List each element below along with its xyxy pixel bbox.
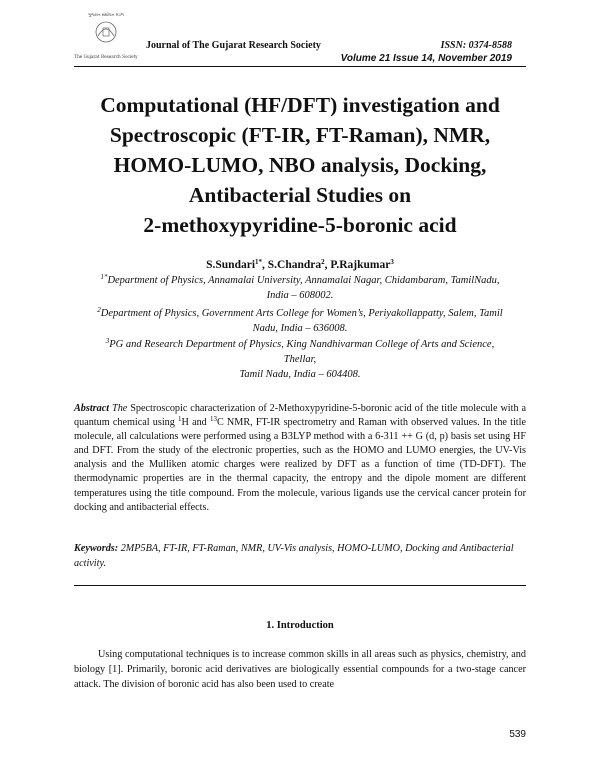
isotope-sup: 1 — [178, 415, 182, 424]
keywords — [74, 542, 526, 571]
society-logo — [74, 8, 138, 66]
title-line: Antibacterial Studies on — [188, 183, 412, 207]
affiliation-text: Department of Physics, Government Arts College for Women’s, Periyakollappatty, Salem, Tamil — [100, 308, 503, 319]
title-line: Spectroscopic (FT-IR, FT-Raman), NMR, — [109, 123, 491, 147]
affiliation-text: Thellar, — [283, 354, 317, 365]
abstract-text: C NMR, FT-IR spectrometry and Raman with observed values. In the title molecule, all calculations were performed using a B3LYP method with a 6-311 ++ G (d, p) basis set using HF and DFT. From the study of the electronic properties, such as the HOMO and LUMO energies, the UV-Vis analysis and the Mulliken atomic charges were realized by DFT as a function of time (TD-DFT). The thermodynamic properties are in the thermal capacity, the entropy and the dipole moment are different temperatures using the title compound. From the molecule, various ligands use the cervical cancer protein for docking and antibacterial effects. — [74, 417, 526, 513]
section-body: Using computational techniques is to increase common skills in all areas such as physics, chemistry, and biology [1]. Primarily, boronic acid derivatives are biologically essential compounds for a two-stage cancer attack. The division of boronic acid has also been used to create — [74, 649, 526, 690]
issn: ISSN: 0374-8588 — [440, 40, 512, 51]
affiliation-text: India – 608002. — [266, 290, 334, 301]
isotope-sup: 13 — [209, 415, 217, 424]
affiliation-sup: 1* — [100, 273, 108, 281]
volume-issue: Volume 21 Issue 14, November 2019 — [340, 53, 512, 64]
affiliation — [74, 337, 526, 382]
abstract — [74, 402, 526, 515]
abstract-label: Abstract — [74, 403, 110, 414]
affiliation-sup: 2 — [97, 306, 101, 314]
affiliation-sup: 3 — [105, 337, 110, 345]
author-name: P.Rajkumar — [330, 259, 391, 271]
journal-name: Journal of The Gujarat Research Society — [146, 40, 321, 51]
section-rule — [74, 585, 526, 586]
author-sup: 1* — [255, 258, 263, 266]
svg-text:ગુજરાત સંશોધન મંડળ: ગુજરાત સંશોધન મંડળ — [88, 12, 124, 17]
abstract-text: H and — [181, 417, 210, 429]
affiliation-text: PG and Research Department of Physics, King Nandhivarman College of Arts and Science, — [109, 339, 495, 350]
keywords-text: 2MP5BA, FT-IR, FT-Raman, NMR, UV-Vis analysis, HOMO-LUMO, Docking and Antibacterial activity. — [74, 543, 514, 569]
section-heading: 1. Introduction — [266, 620, 334, 631]
author-name: S.Sundari — [206, 259, 256, 271]
title-line: 2-methoxypyridine-5-boronic acid — [143, 213, 457, 237]
author-sup: 3 — [390, 258, 394, 266]
author-separator: , — [262, 259, 268, 271]
header-rule — [74, 66, 526, 67]
affiliation-text: Department of Physics, Annamalai University, Annamalai Nagar, Chidambaram, TamilNadu, — [107, 275, 500, 286]
affiliation-text: Nadu, India – 636008. — [252, 323, 348, 334]
title-line: Computational (HF/DFT) investigation and — [100, 93, 500, 117]
author-name: S.Chandra — [267, 259, 322, 271]
abstract-lead: The — [109, 403, 128, 414]
page-number: 539 — [509, 729, 526, 740]
affiliation-text: Tamil Nadu, India – 604408. — [239, 369, 361, 380]
abstract-text: Spectroscopic characterization of 2-Methoxypyridine-5-boronic acid of the title molecule with a quantum chemical using — [74, 403, 527, 429]
author-sup: 2 — [321, 258, 325, 266]
authors — [74, 259, 526, 271]
paper-title — [74, 90, 526, 240]
keywords-label: Keywords: — [74, 543, 119, 554]
logo-text: The Gujarat Research Society — [74, 54, 138, 59]
author-separator: , — [324, 259, 331, 271]
affiliation — [74, 306, 526, 336]
affiliation — [74, 273, 526, 303]
title-line: HOMO-LUMO, NBO analysis, Docking, — [113, 153, 487, 177]
